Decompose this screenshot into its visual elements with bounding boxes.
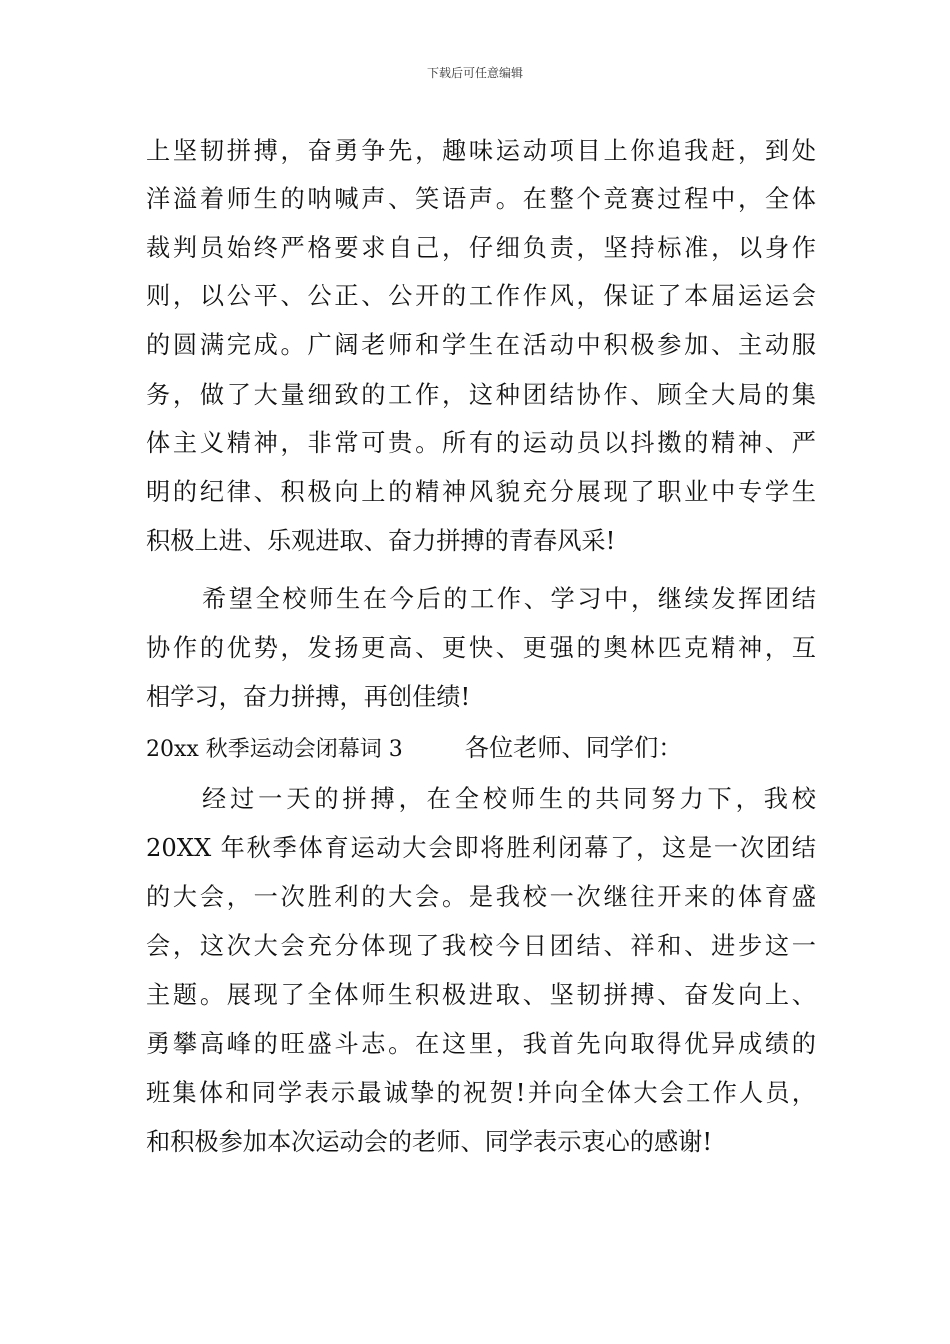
text-line: 和积极参加本次运动会的老师、同学表示衷心的感谢! <box>146 1128 713 1156</box>
text-line: 经过一天的拼搏，在全校师生的共同努力下，我校 <box>202 785 816 813</box>
text-line: 相学习，奋力拼搏，再创佳绩! <box>146 683 471 711</box>
section-title: 20xx 秋季运动会闭幕词 3 <box>146 737 403 762</box>
text-line: 协作的优势，发扬更高、更快、更强的奥林匹克精神，互 <box>146 634 816 662</box>
text-line: 体主义精神，非常可贵。所有的运动员以抖擞的精神、严 <box>146 429 816 457</box>
page-header-note: 下载后可任意编辑 <box>426 66 523 80</box>
text-line: 则，以公平、公正、公开的工作作风，保证了本届运运会 <box>146 282 816 310</box>
text-line: 希望全校师生在今后的工作、学习中，继续发挥团结 <box>202 585 816 613</box>
text-line: 的圆满完成。广阔老师和学生在活动中积极参加、主动服 <box>146 331 816 359</box>
text-line: 会，这次大会充分体现了我校今日团结、祥和、进步这一 <box>146 932 816 960</box>
text-line: 20XX 年秋季体育运动大会即将胜利闭幕了，这是一次团结 <box>146 834 816 862</box>
text-line: 务，做了大量细致的工作，这种团结协作、顾全大局的集 <box>146 381 816 409</box>
section-heading <box>146 733 683 765</box>
text-line: 的大会，一次胜利的大会。是我校一次继往开来的体育盛 <box>146 883 816 911</box>
text-line: 勇攀高峰的旺盛斗志。在这里，我首先向取得优异成绩的 <box>146 1030 816 1058</box>
greeting: 各位老师、同学们： <box>464 734 683 762</box>
text-line: 洋溢着师生的呐喊声、笑语声。在整个竞赛过程中，全体 <box>146 185 816 213</box>
text-line: 明的纪律、积极向上的精神风貌充分展现了职业中专学生 <box>146 478 816 506</box>
text-line: 主题。展现了全体师生积极进取、坚韧拼搏、奋发向上、 <box>146 981 816 1009</box>
text-line: 裁判员始终严格要求自己，仔细负责，坚持标准，以身作 <box>146 234 816 262</box>
text-line: 积极上进、乐观进取、奋力拼搏的青春风采! <box>146 527 616 555</box>
text-line: 班集体和同学表示最诚挚的祝贺!并向全体大会工作人员， <box>146 1079 816 1107</box>
text-line: 上坚韧拼搏，奋勇争先，趣味运动项目上你追我赶，到处 <box>146 137 816 165</box>
